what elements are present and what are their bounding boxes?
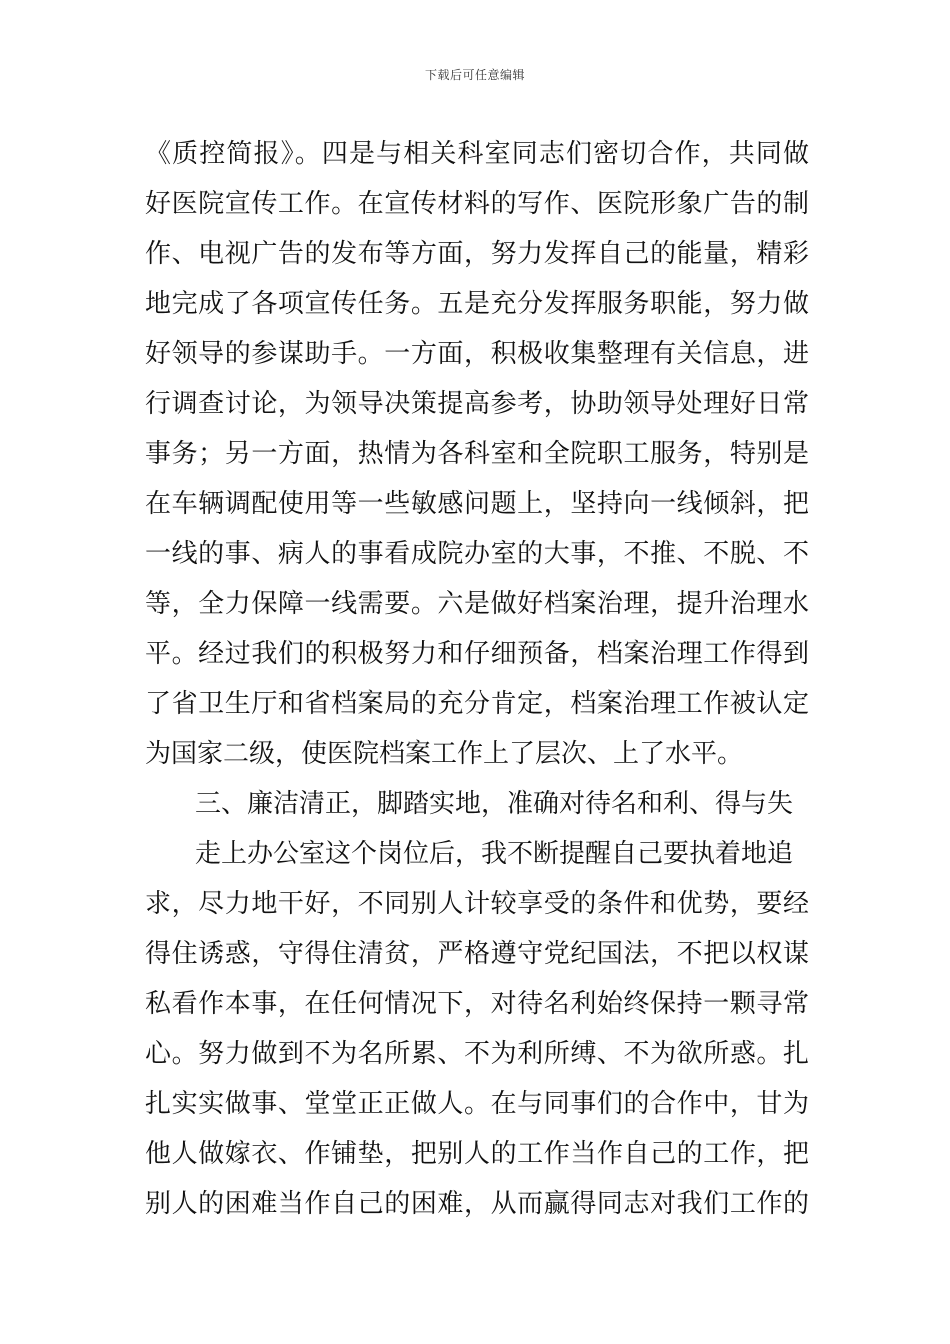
text-line: 扎实实做事、堂堂正正做人。在与同事们的合作中，甘为 — [145, 1089, 809, 1119]
text-line: 心。努力做到不为名所累、不为利所缚、不为欲所惑。扎 — [145, 1039, 809, 1069]
section-heading: 三、廉洁清正，脚踏实地，准确对待名和利、得与失 — [195, 789, 794, 819]
text-line: 得住诱惑，守得住清贫，严格遵守党纪国法，不把以权谋 — [145, 939, 809, 969]
text-line: 等，全力保障一线需要。六是做好档案治理，提升治理水 — [145, 589, 809, 619]
text-line: 了省卫生厅和省档案局的充分肯定，档案治理工作被认定 — [145, 689, 809, 719]
text-line: 在车辆调配使用等一些敏感问题上，坚持向一线倾斜，把 — [145, 489, 809, 519]
text-line: 求，尽力地干好，不同别人计较享受的条件和优势，要经 — [145, 889, 809, 919]
text-line: 一线的事、病人的事看成院办室的大事，不推、不脱、不 — [145, 539, 809, 569]
text-line: 事务；另一方面，热情为各科室和全院职工服务，特别是 — [145, 439, 809, 469]
text-line: 别人的困难当作自己的困难，从而赢得同志对我们工作的 — [145, 1189, 809, 1219]
text-line: 作、电视广告的发布等方面，努力发挥自己的能量，精彩 — [145, 239, 809, 269]
text-line: 私看作本事，在任何情况下，对待名利始终保持一颗寻常 — [145, 989, 809, 1019]
text-line: 《质控简报》。四是与相关科室同志们密切合作，共同做 — [145, 139, 809, 169]
text-line: 走上办公室这个岗位后，我不断提醒自己要执着地追 — [195, 839, 794, 869]
text-line: 行调查讨论，为领导决策提高参考，协助领导处理好日常 — [145, 389, 809, 419]
text-line: 地完成了各项宣传任务。五是充分发挥服务职能，努力做 — [145, 289, 809, 319]
body-text — [145, 129, 809, 1229]
text-line: 他人做嫁衣、作铺垫，把别人的工作当作自己的工作，把 — [145, 1139, 809, 1169]
text-line: 好领导的参谋助手。一方面，积极收集整理有关信息，进 — [145, 339, 809, 369]
header-note: 下载后可任意编辑 — [424, 68, 525, 82]
text-line: 平。经过我们的积极努力和仔细预备，档案治理工作得到 — [145, 639, 809, 669]
text-line: 为国家二级，使医院档案工作上了层次、上了水平。 — [145, 739, 744, 769]
text-line: 好医院宣传工作。在宣传材料的写作、医院形象广告的制 — [145, 189, 809, 219]
